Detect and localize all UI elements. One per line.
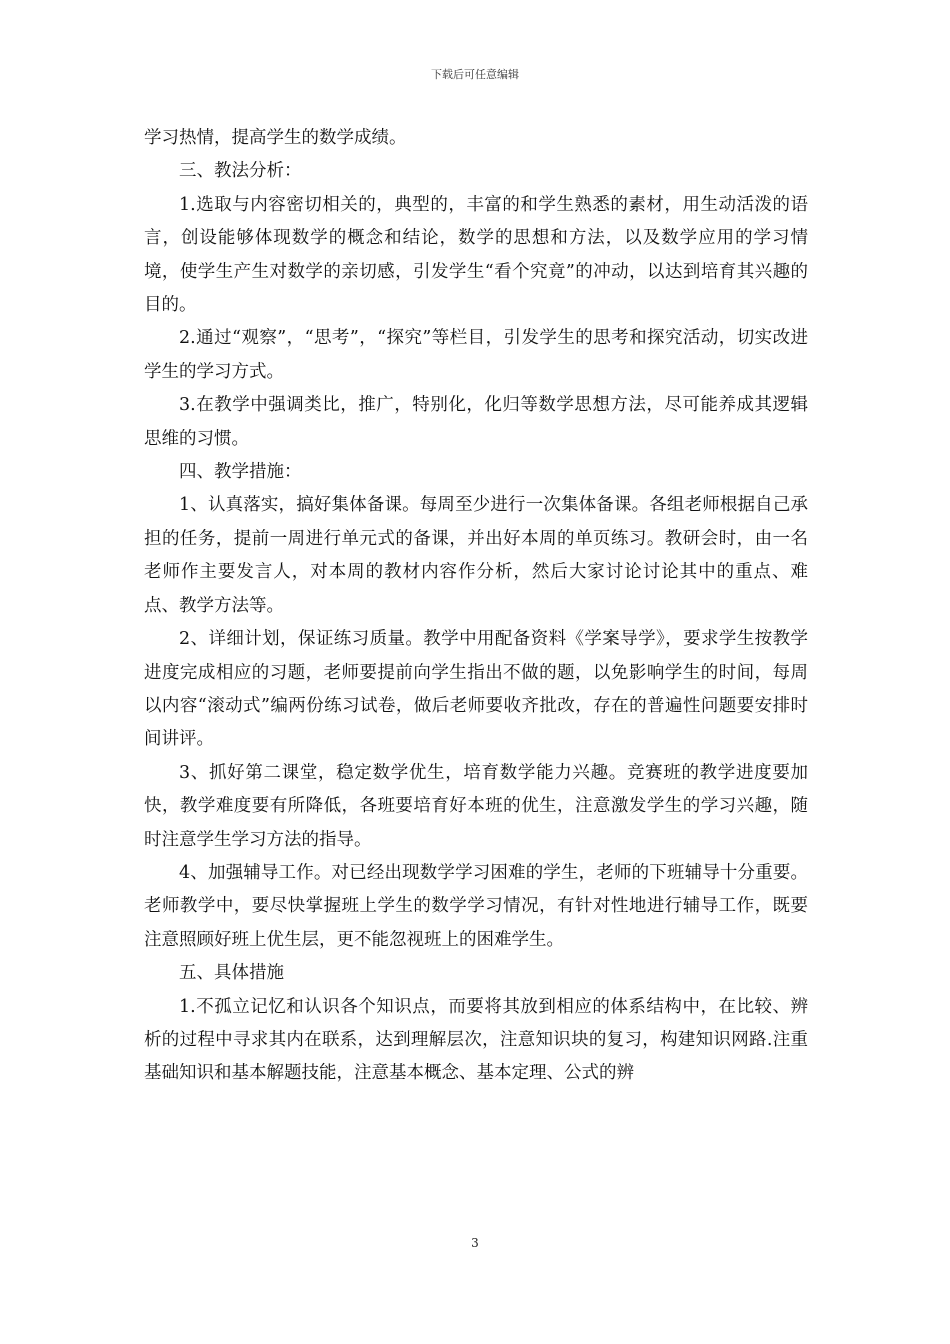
paragraph-measure-4: 4、加强辅导工作。对已经出现数学学习困难的学生，老师的下班辅导十分重要。老师教学中，要尽快掌握班上学生的数学学习情况，有针对性地进行辅导工作，既要注意照顾好班上优生层，更不能忽视班上的困难学生。 xyxy=(144,862,808,950)
paragraph-measure-1: 1、认真落实，搞好集体备课。每周至少进行一次集体备课。各组老师根据自己承担的任务，提前一周进行单元式的备课，并出好本周的单页练习。教研会时，由一名老师作主要发言人，对本周的教材内容作分析，然后大家讨论讨论其中的重点、难点、教学方法等。 xyxy=(144,495,808,616)
heading-specific-measures: 五、具体措施 xyxy=(179,963,284,984)
paragraph-measure-2: 2、详细计划，保证练习质量。教学中用配备资料《学案导学》，要求学生按教学进度完成相应的习题，老师要提前向学生指出不做的题，以免影响学生的时间，每周以内容“滚动式”编两份练习试卷，做后老师要收齐批改，存在的普遍性问题要安排时间讲评。 xyxy=(144,629,808,750)
paragraph-specific-1: 1.不孤立记忆和认识各个知识点，而要将其放到相应的体系结构中，在比较、辨析的过程中寻求其内在联系，达到理解层次，注意知识块的复习，构建知识网路.注重基础知识和基本解题技能，注意基本概念、基本定理、公式的辨 xyxy=(144,996,808,1084)
paragraph-method-3: 3.在教学中强调类比，推广，特别化，化归等数学思想方法，尽可能养成其逻辑思维的习惯。 xyxy=(144,395,808,449)
paragraph-continuation: 学习热情，提高学生的数学成绩。 xyxy=(144,128,407,148)
paragraph-measure-3: 3、抓好第二课堂，稳定数学优生，培育数学能力兴趣。竞赛班的教学进度要加快，教学难度要有所降低，各班要培育好本班的优生，注意激发学生的学习兴趣，随时注意学生学习方法的指导。 xyxy=(144,762,808,850)
heading-teaching-method-analysis: 三、教法分析： xyxy=(179,161,302,182)
paragraph-method-1: 1.选取与内容密切相关的，典型的，丰富的和学生熟悉的素材，用生动活泼的语言，创设能够体现数学的概念和结论，数学的思想和方法，以及数学应用的学习情境，使学生产生对数学的亲切感，引发学生“看个究竟”的冲动，以达到培育其兴趣的目的。 xyxy=(144,194,808,316)
paragraph-method-2: 2.通过“观察”，“思考”，“探究”等栏目，引发学生的思考和探究活动，切实改进学生的学习方式。 xyxy=(144,328,808,382)
heading-teaching-measures: 四、教学措施： xyxy=(179,462,302,483)
page-number: 3 xyxy=(471,1236,479,1250)
document-body xyxy=(144,122,808,1091)
page-header: 下载后可任意编辑 xyxy=(431,68,519,81)
